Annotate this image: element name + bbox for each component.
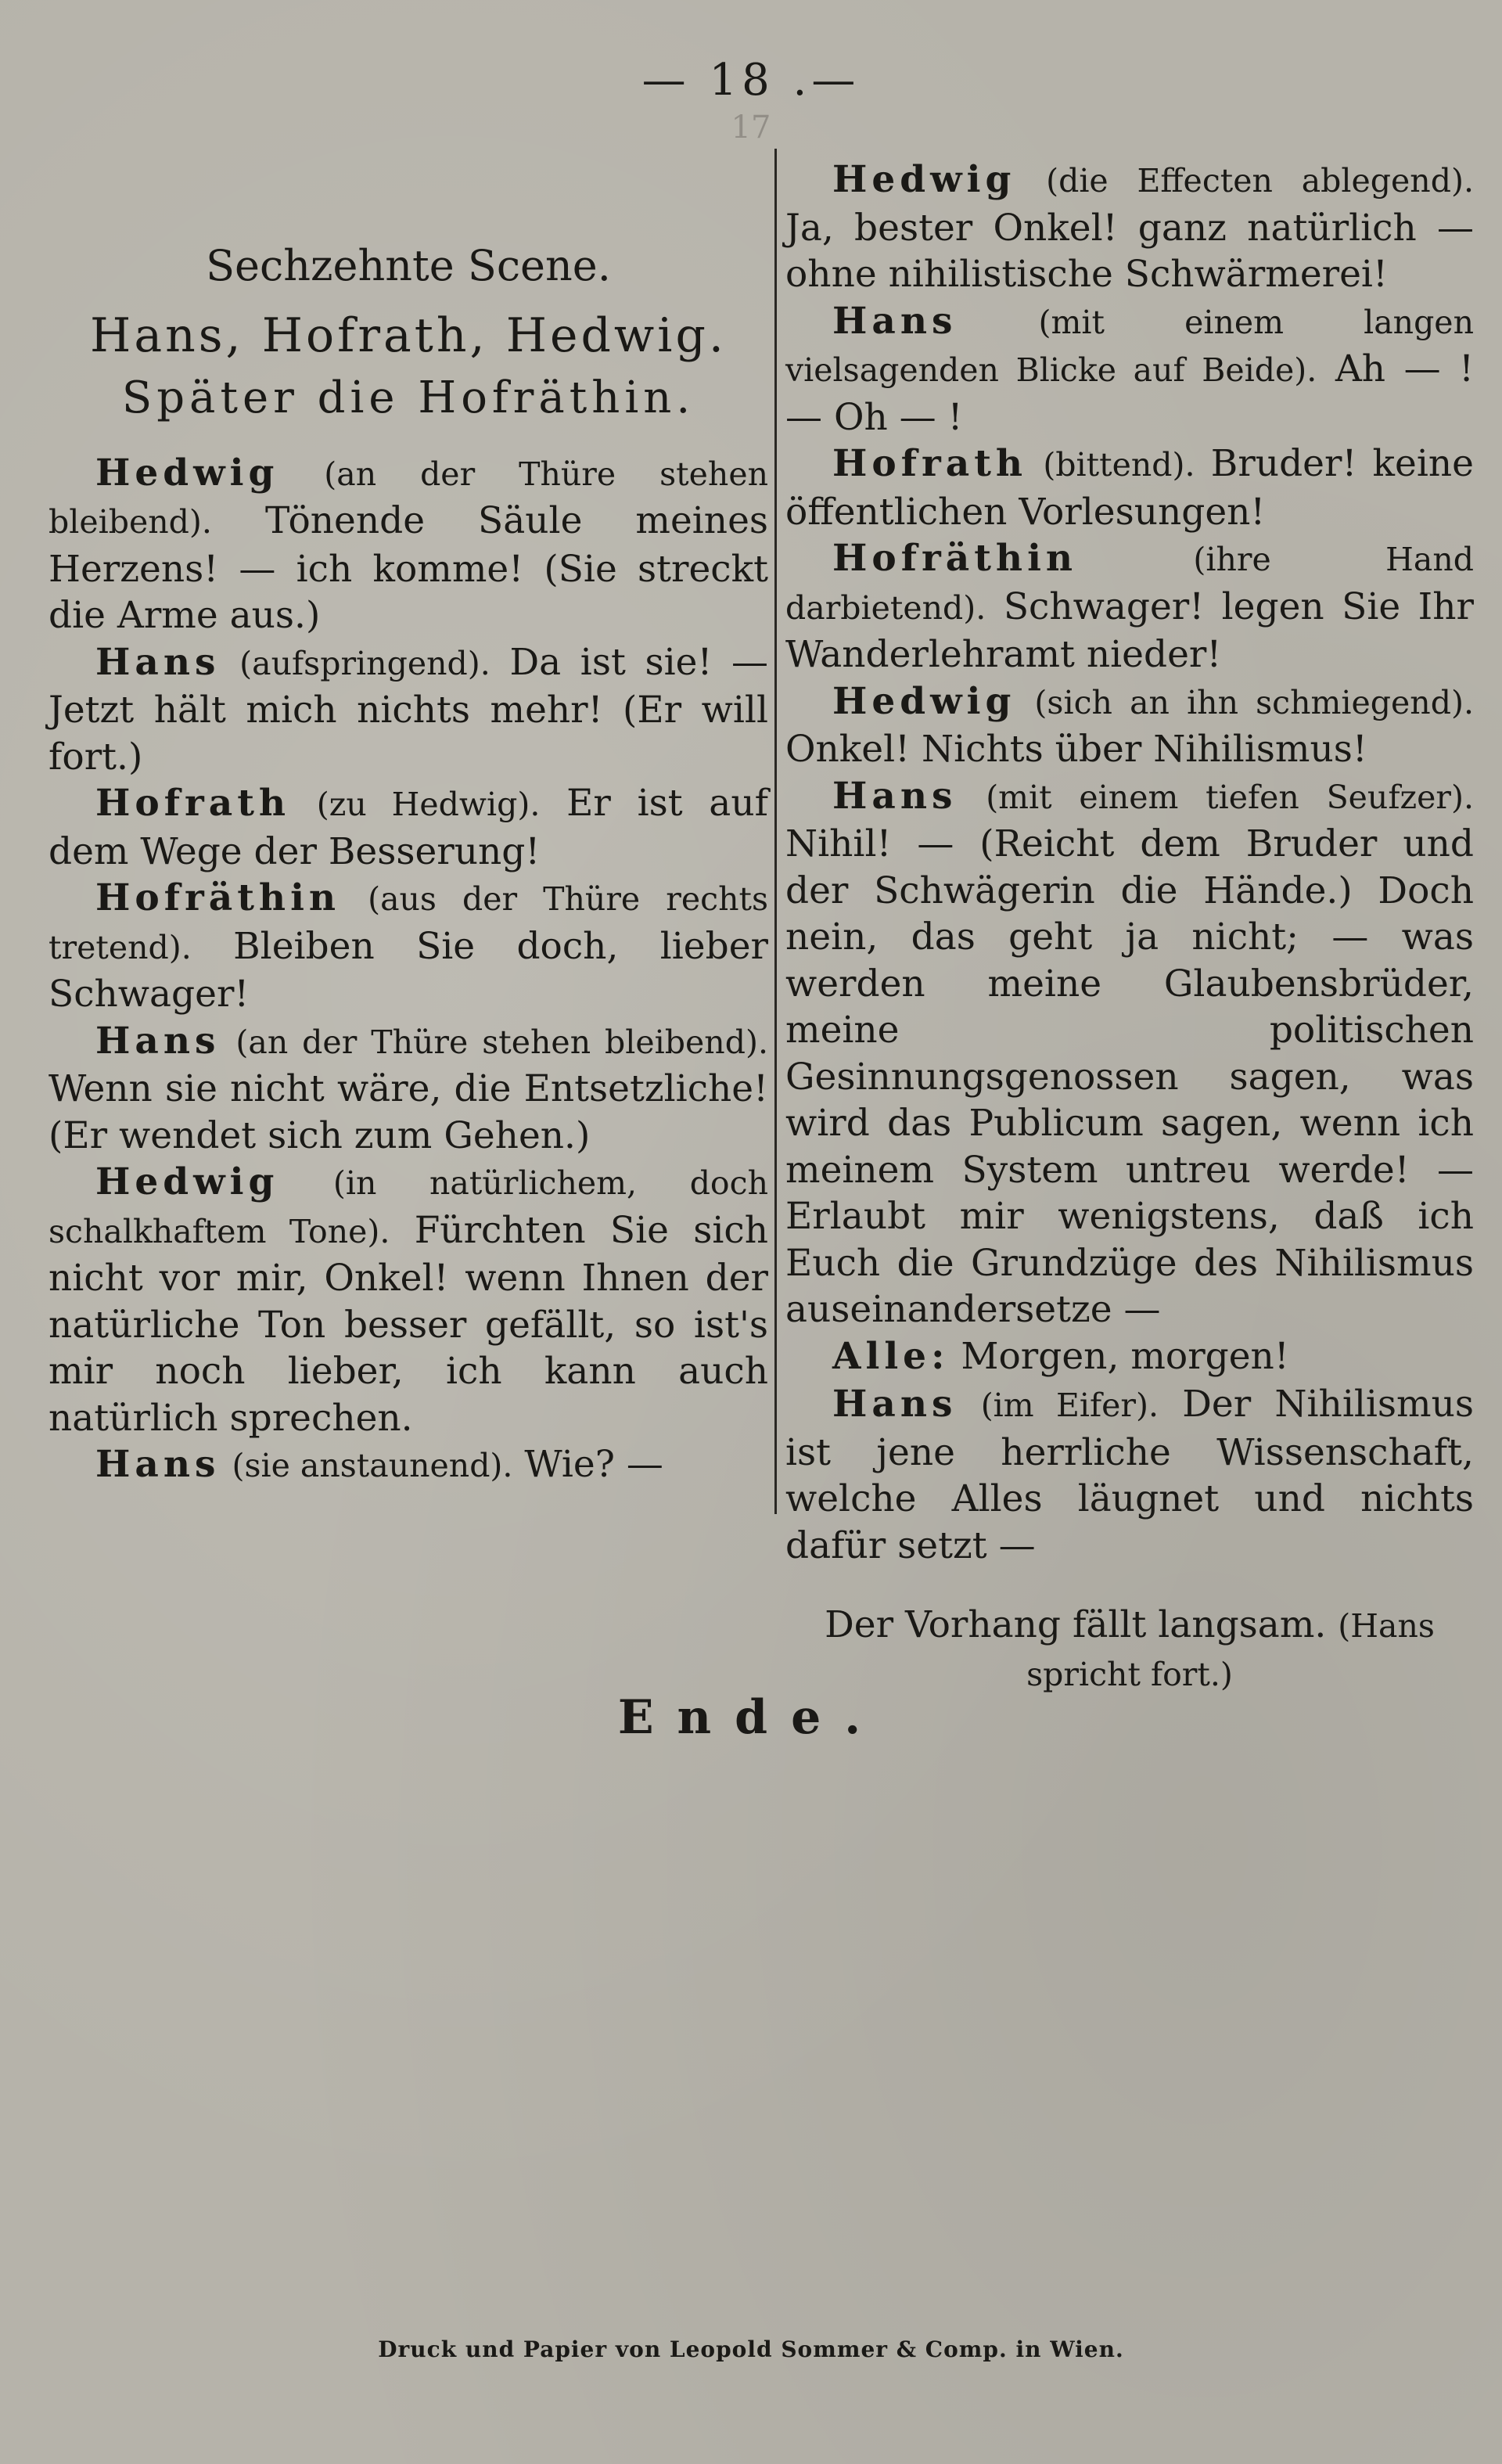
speech-text: Wenn sie nicht wäre, die Entsetzliche! (Er wendet sich zum Gehen.)	[49, 1067, 768, 1157]
page-number: — 18 .—	[641, 55, 861, 106]
speech-text: Da ist sie! — Jetzt hält mich nichts mehr! (Er will fort.)	[49, 640, 768, 779]
speaker: Hedwig	[832, 679, 1016, 723]
curtain-text: Der Vorhang fällt langsam.	[825, 1603, 1327, 1646]
speech	[785, 773, 1474, 1333]
bleed-through-page-number: 17	[731, 110, 771, 146]
speaker: Hans	[832, 774, 958, 818]
speech-text: Bruder! keine öffentlichen Vorlesungen!	[785, 442, 1474, 534]
speaker: Alle:	[832, 1334, 950, 1378]
stage-direction: (aufspringend).	[239, 644, 490, 682]
speaker: Hedwig	[832, 158, 1016, 201]
stage-direction: (die Effecten ablegend).	[1046, 162, 1474, 200]
speech	[785, 1381, 1474, 1569]
speech-text: Er ist auf dem Wege der Besserung!	[49, 782, 768, 873]
stage-direction: (mit einem tiefen Seufzer).	[986, 778, 1474, 816]
speech	[785, 678, 1474, 773]
speech	[785, 535, 1474, 678]
speaker: Hans	[832, 1383, 958, 1426]
stage-direction: (sie anstaunend).	[232, 1447, 513, 1484]
column-divider	[774, 149, 777, 1514]
speaker: Hofräthin	[95, 876, 341, 919]
speaker: Hofrath	[95, 782, 291, 825]
speech-text: Nihil! — (Reicht dem Bruder und der Schwägerin die Hände.) Doch nein, das geht ja nicht; — was werden meine Glaubensbrüder, meine politischen Gesinnungsgenossen sagen, was wird das Publicum sagen, wenn ich meinem System untreu werde! — Erlaubt mir wenigstens, daß ich Euch die Grundzüge des Nihilismus auseinandersetze —	[785, 822, 1474, 1331]
end-marker: Ende.	[617, 1690, 885, 1745]
printer-imprint: Druck und Papier von Leopold Sommer & Comp. in Wien.	[378, 2336, 1124, 2362]
stage-direction: (an der Thüre stehen bleibend).	[49, 455, 768, 541]
speech	[785, 298, 1474, 441]
stage-direction: (im Eifer).	[980, 1387, 1159, 1424]
speech-text: Der Nihilismus ist jene herrliche Wissenschaft, welche Alles läugnet und nichts dafür setzt —	[785, 1383, 1474, 1567]
speech	[785, 1333, 1474, 1382]
speaker: Hofrath	[832, 442, 1028, 485]
stage-direction: (ihre Hand darbietend).	[785, 541, 1474, 627]
speech	[785, 441, 1474, 535]
speaker: Hans	[95, 1443, 221, 1486]
speaker: Hedwig	[95, 451, 279, 495]
speaker: Hofräthin	[832, 537, 1078, 580]
stage-direction: (bittend).	[1043, 446, 1195, 484]
left-column	[49, 156, 768, 1490]
speech-text: Ja, bester Onkel! ganz natürlich — ohne nihilistische Schwärmerei!	[785, 206, 1474, 296]
speech-text: Fürchten Sie sich nicht vor mir, Onkel! wenn Ihnen der natürliche Ton besser gefällt, so ist's mir noch lieber, ich kann auch natürlich sprechen.	[49, 1208, 768, 1440]
speech	[49, 1159, 768, 1441]
speech	[785, 156, 1474, 298]
speech	[49, 780, 768, 875]
curtain-direction	[785, 1602, 1474, 1698]
speaker: Hans	[95, 1019, 221, 1063]
stage-direction: (an der Thüre stehen bleibend).	[235, 1023, 768, 1061]
speech-text: Wie? —	[524, 1443, 663, 1486]
speech	[49, 450, 768, 639]
speech-text: Ah — ! — Oh — !	[785, 347, 1474, 439]
scene-title: Sechzehnte Scene.	[206, 241, 611, 290]
speaker: Hans	[832, 299, 958, 343]
speaker: Hedwig	[95, 1160, 279, 1203]
right-column	[785, 156, 1474, 1698]
scene-persons: Hans, Hofrath, Hedwig.	[90, 308, 727, 363]
speech-text: Tönende Säule meines Herzens! — ich komme! (Sie streckt die Arme aus.)	[49, 499, 768, 637]
speech-text: Bleiben Sie doch, lieber Schwager!	[49, 924, 768, 1016]
speech	[49, 639, 768, 781]
speech	[49, 1441, 768, 1490]
speaker: Hans	[95, 640, 221, 684]
stage-direction: (mit einem langen vielsagenden Blicke auf Beide).	[785, 303, 1474, 389]
speech-text: Morgen, morgen!	[961, 1334, 1289, 1378]
speech-text: Schwager! legen Sie Ihr Wanderlehramt nieder!	[785, 585, 1474, 676]
scene-later-entrance: Später die Hofräthin.	[121, 372, 695, 423]
stage-direction: (zu Hedwig).	[316, 786, 541, 823]
curtain-stage-direction: (Hans spricht fort.)	[1026, 1607, 1435, 1693]
speech-text: Onkel! Nichts über Nihilismus!	[785, 728, 1367, 771]
stage-direction: (aus der Thüre rechts tretend).	[49, 880, 768, 966]
speech	[49, 1018, 768, 1160]
speech	[49, 875, 768, 1018]
stage-direction: (in natürlichem, doch schalkhaftem Tone).	[49, 1164, 768, 1250]
stage-direction: (sich an ihn schmiegend).	[1034, 683, 1474, 721]
